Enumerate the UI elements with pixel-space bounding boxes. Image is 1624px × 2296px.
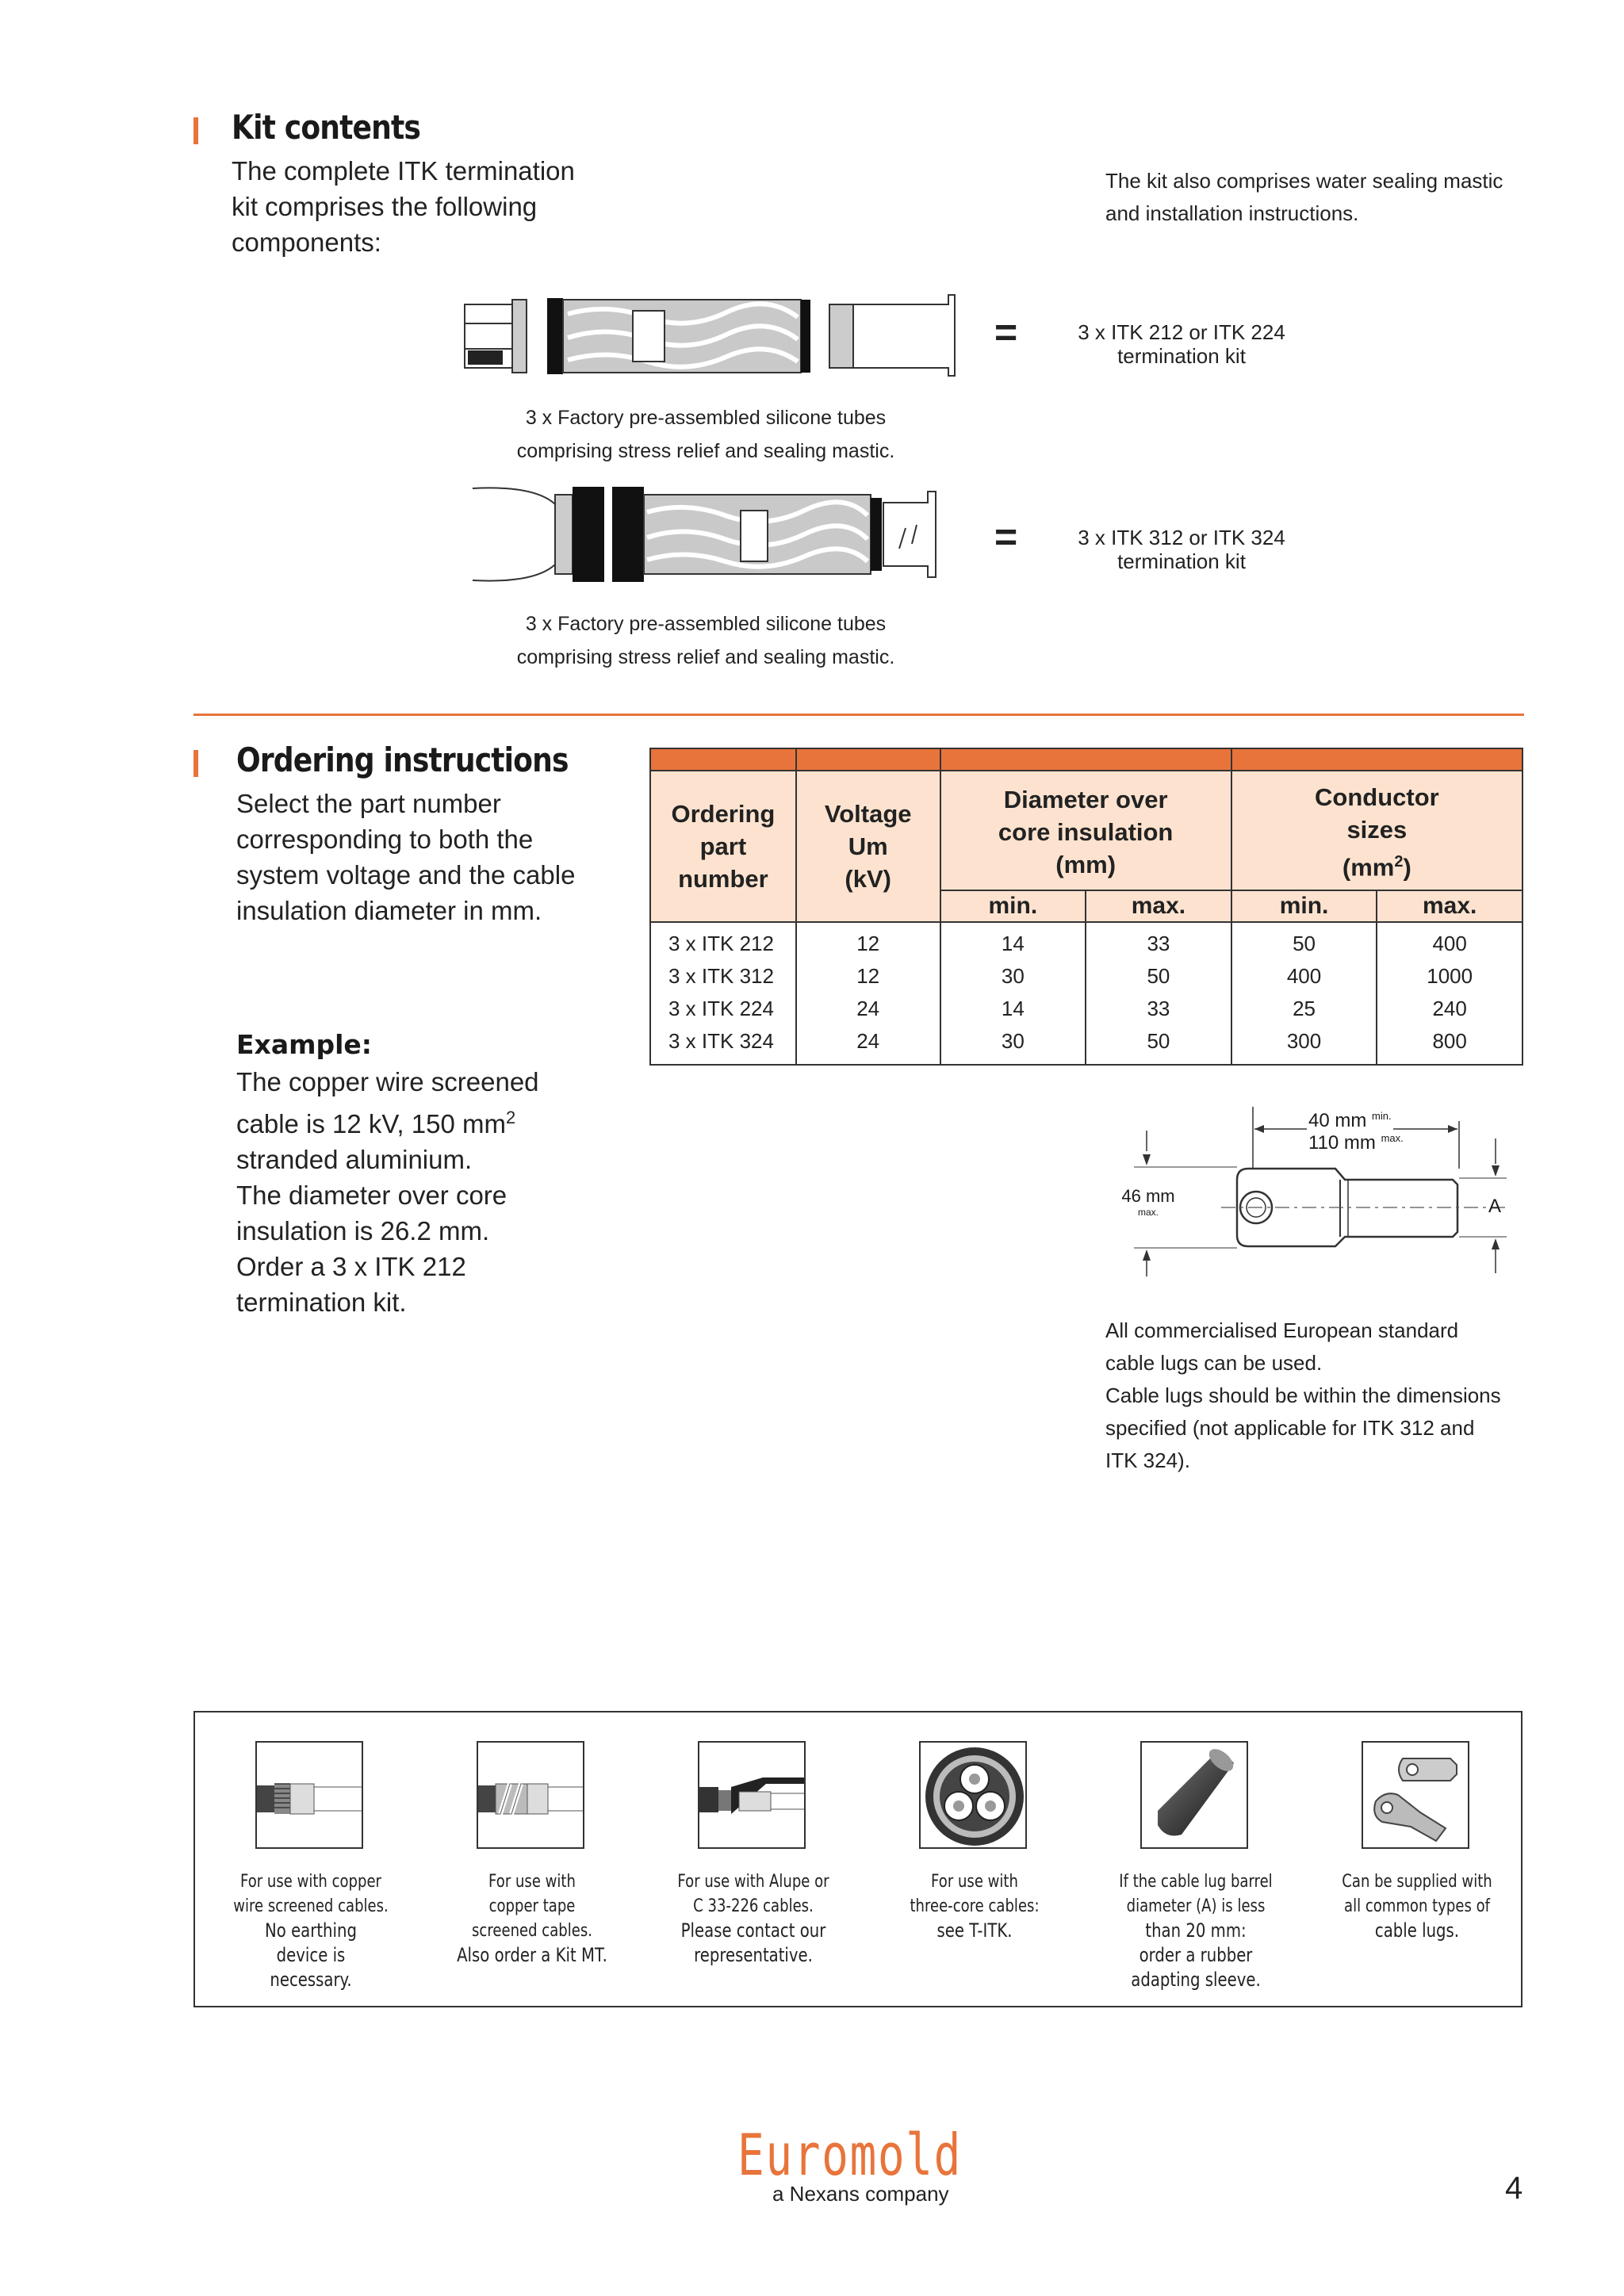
cell-diameter-max: 50 (1086, 960, 1231, 993)
col-header-diameter: Diameter over core insulation (mm) (940, 771, 1231, 890)
cell-diameter-min: 14 (940, 922, 1086, 960)
cell-diameter-min: 30 (940, 960, 1086, 993)
cell-voltage: 12 (796, 922, 940, 960)
cell-diameter-min: 14 (940, 993, 1086, 1025)
col-header-min: min. (1231, 890, 1377, 922)
col-header-max: max. (1377, 890, 1522, 922)
table-row (650, 1025, 1522, 1065)
cell-part-number: 3 x ITK 224 (650, 993, 796, 1025)
feature-description: If the cable lug barrel diameter (A) is less than 20 mm: order a rubber adapting sleeve. (1119, 1872, 1273, 1991)
cell-conductor-max: 240 (1377, 993, 1522, 1025)
table-header-row (650, 771, 1522, 890)
feature-description: For use with copper wire screened cables. No earthing device is necessary. (233, 1872, 389, 1991)
cell-part-number: 3 x ITK 312 (650, 960, 796, 993)
col-header-max: max. (1086, 890, 1231, 922)
cell-conductor-min: 50 (1231, 922, 1377, 960)
page-number: 4 (1505, 2171, 1523, 2206)
ordering-heading: Ordering instructions (236, 740, 569, 779)
lug-length-max: 110 mm $^{max.}$ (1308, 1132, 1404, 1154)
lug-diameter-label: A (1488, 1196, 1502, 1217)
feature-description: For use with Alupe or C 33-226 cables. Please contact our representative. (677, 1872, 829, 1966)
section-divider (193, 714, 1524, 716)
equals-sign: = (994, 515, 1018, 559)
tube-caption-2: 3 x Factory pre-assembled silicone tubes comprising stress relief and sealing mastic. (516, 613, 895, 668)
copper-wire-cable-icon (255, 1741, 363, 1849)
col-header-part-number: Ordering part number (650, 771, 796, 922)
cell-conductor-max: 800 (1377, 1025, 1522, 1065)
cell-conductor-min: 25 (1231, 993, 1377, 1025)
col-header-voltage: Voltage Um (kV) (796, 771, 940, 922)
brand-tagline: a Nexans company (772, 2182, 949, 2206)
feature-description: For use with three-core cables: see T-ITK. (910, 1872, 1040, 1942)
feature-description: Can be supplied with all common types of cable lugs. (1342, 1872, 1492, 1942)
section-marker (193, 117, 198, 144)
equals-sign: = (994, 310, 1018, 354)
table-accent-row (650, 748, 1522, 771)
cell-diameter-min: 30 (940, 1025, 1086, 1065)
cell-part-number: 3 x ITK 324 (650, 1025, 796, 1065)
kit-result-1: 3 x ITK 212 or ITK 224 termination kit (1078, 320, 1285, 368)
feature-description: For use with copper tape screened cables. Also order a Kit MT. (457, 1872, 607, 1966)
kit-extra-note: The kit also comprises water sealing mastic and installation instructions. (1105, 169, 1503, 225)
table-row (650, 960, 1522, 993)
cell-diameter-max: 33 (1086, 993, 1231, 1025)
cable-lugs-icon (1362, 1741, 1469, 1849)
cell-voltage: 24 (796, 1025, 940, 1065)
cable-lug-note: All commercialised European standard cable lugs can be used. Cable lugs should be within the dimensions specified (not applicable for ITK 312 and ITK 324). (1105, 1318, 1501, 1472)
example-label: Example: (236, 1029, 372, 1060)
silicone-tube-illustration-2 (471, 480, 952, 588)
three-core-cable-icon (919, 1741, 1027, 1849)
ordering-table (649, 748, 1523, 1066)
lug-length-min: 40 mm $^{min.}$ (1308, 1110, 1392, 1131)
cell-diameter-max: 33 (1086, 922, 1231, 960)
table-row (650, 993, 1522, 1025)
table-row (650, 922, 1522, 960)
cell-part-number: 3 x ITK 212 (650, 922, 796, 960)
kit-contents-heading: Kit contents (232, 108, 421, 147)
rubber-sleeve-icon (1140, 1741, 1248, 1849)
features-panel (193, 1711, 1522, 2007)
cell-conductor-min: 300 (1231, 1025, 1377, 1065)
cell-diameter-max: 50 (1086, 1025, 1231, 1065)
silicone-tube-illustration-1 (457, 293, 964, 377)
kit-intro: The complete ITK termination kit comprises the following components: (232, 156, 575, 257)
col-header-min: min. (940, 890, 1086, 922)
kit-result-2: 3 x ITK 312 or ITK 324 termination kit (1078, 526, 1285, 573)
cell-conductor-max: 1000 (1377, 960, 1522, 993)
cell-voltage: 12 (796, 960, 940, 993)
copper-tape-cable-icon (477, 1741, 584, 1849)
euromold-logo: Euromold (737, 2122, 962, 2188)
ordering-intro: Select the part number corresponding to both the system voltage and the cable insulation diameter in mm. (236, 789, 576, 925)
cell-voltage: 24 (796, 993, 940, 1025)
lug-width-label: 46 mm max. (1121, 1186, 1175, 1218)
cell-conductor-max: 400 (1377, 922, 1522, 960)
tube-caption-1: 3 x Factory pre-assembled silicone tubes comprising stress relief and sealing mastic. (516, 407, 895, 462)
section-marker (193, 750, 198, 777)
example-text: The copper wire screened cable is 12 kV, 150 $mm^2$ stranded aluminium. The diameter over core insulation is 26.2 mm. Order a 3 x ITK 212 termination kit. (236, 1067, 539, 1317)
col-header-conductor: Conductor sizes $(mm^2)$ (1231, 771, 1522, 890)
cell-conductor-min: 400 (1231, 960, 1377, 993)
alupe-cable-icon (698, 1741, 806, 1849)
